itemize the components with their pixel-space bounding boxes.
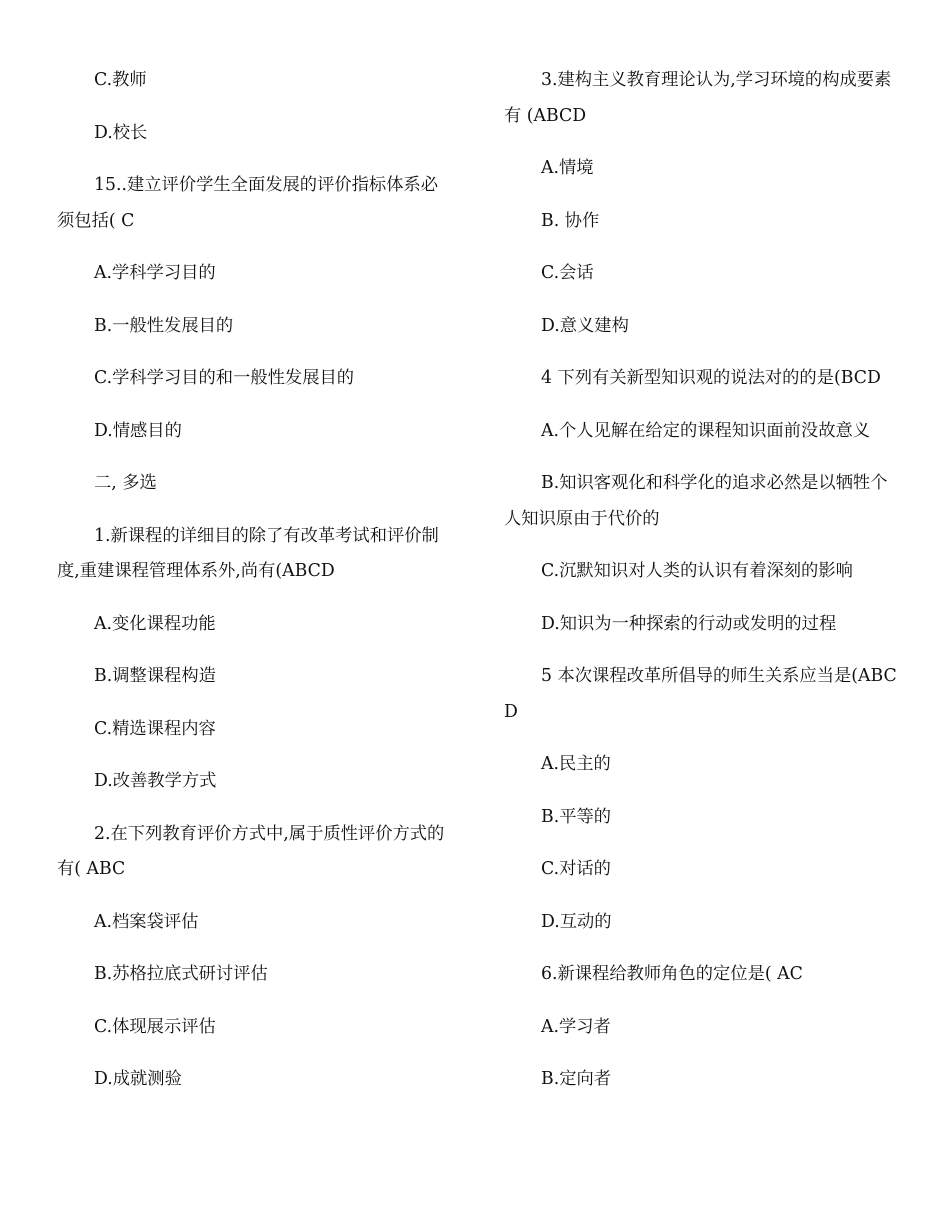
option-line: B.定向者 bbox=[541, 1069, 612, 1089]
question-1: 1.新课程的详细目的除了有改革考试和评价制度,重建课程管理体系外,尚有(ABCD bbox=[57, 525, 439, 581]
question-15: 15..建立评价学生全面发展的评价指标体系必须包括( C bbox=[57, 175, 439, 231]
right-column bbox=[504, 63, 899, 1115]
option-line: D.成就测验 bbox=[94, 1069, 182, 1089]
option-line: C.学科学习目的和一般性发展目的 bbox=[94, 368, 355, 388]
question-4: 4 下列有关新型知识观的说法对的的是(BCD bbox=[541, 368, 881, 388]
option-line: A.民主的 bbox=[541, 754, 611, 774]
option-line: A.学习者 bbox=[541, 1016, 611, 1037]
option-line: D.意义建构 bbox=[541, 315, 629, 336]
option-line: C.沉默知识对人类的认识有着深刻的影响 bbox=[541, 561, 853, 581]
option-line: D.互动的 bbox=[541, 911, 612, 932]
option-line: C.精选课程内容 bbox=[94, 718, 216, 739]
option-line: B.苏格拉底式研讨评估 bbox=[94, 964, 268, 984]
option-line: A.情境 bbox=[541, 158, 594, 178]
section-heading-multiple-choice: 二, 多选 bbox=[94, 473, 157, 493]
option-line: D.情感目的 bbox=[94, 420, 182, 441]
option-line: C.体现展示评估 bbox=[94, 1016, 216, 1037]
question-2: 2.在下列教育评价方式中,属于质性评价方式的有( ABC bbox=[57, 823, 445, 879]
left-column bbox=[57, 63, 449, 1115]
option-line: B.调整课程构造 bbox=[94, 666, 216, 686]
option-line: A.个人见解在给定的课程知识面前没故意义 bbox=[541, 420, 871, 441]
question-3: 3.建构主义教育理论认为,学习环境的构成要素有 (ABCD bbox=[504, 70, 892, 126]
option-line: A.档案袋评估 bbox=[94, 911, 199, 932]
option-line: B.一般性发展目的 bbox=[94, 315, 234, 336]
option-line: C.教师 bbox=[94, 70, 147, 90]
option-line: D.知识为一种探索的行动或发明的过程 bbox=[541, 613, 837, 634]
option-line: C.对话的 bbox=[541, 859, 611, 879]
option-line: C.会话 bbox=[541, 263, 594, 283]
question-6: 6.新课程给教师角色的定位是( AC bbox=[541, 964, 803, 984]
question-5: 5 本次课程改革所倡导的师生关系应当是(ABCD bbox=[504, 666, 897, 722]
option-line: B.知识客观化和科学化的追求必然是以牺牲个人知识原由于代价的 bbox=[504, 473, 888, 529]
option-line: B. 协作 bbox=[541, 210, 600, 231]
option-line: D.改善教学方式 bbox=[94, 771, 217, 791]
option-line: A.学科学习目的 bbox=[94, 263, 216, 283]
option-line: B.平等的 bbox=[541, 806, 612, 827]
option-line: D.校长 bbox=[94, 122, 148, 143]
option-line: A.变化课程功能 bbox=[94, 613, 216, 634]
